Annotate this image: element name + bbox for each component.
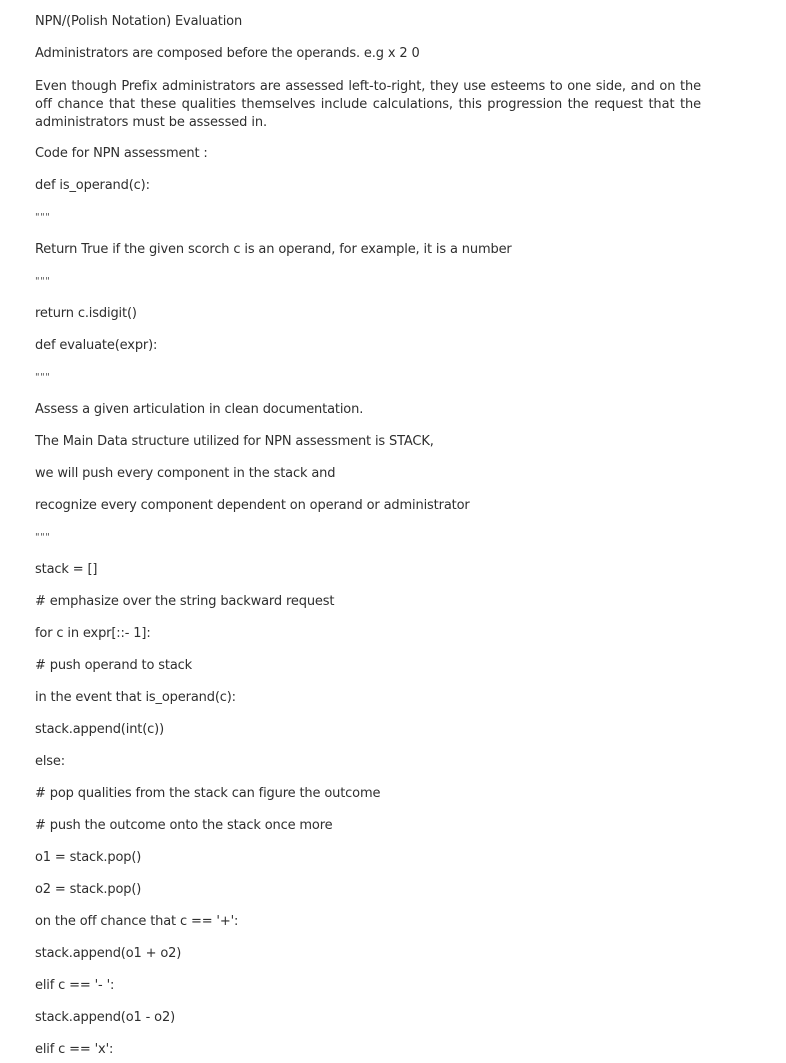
code-line: """ bbox=[35, 212, 51, 223]
code-line: # emphasize over the string backward request bbox=[35, 594, 335, 609]
code-line: return c.isdigit() bbox=[35, 306, 137, 321]
intro-line: Administrators are composed before the operands. e.g x 2 0 bbox=[35, 46, 420, 61]
code-line: def evaluate(expr): bbox=[35, 338, 158, 353]
code-line: stack = [] bbox=[35, 562, 98, 577]
code-line: stack.append(o1 - o2) bbox=[35, 1010, 176, 1025]
code-line: stack.append(int(c)) bbox=[35, 722, 164, 737]
code-line: """ bbox=[35, 276, 51, 287]
code-line: recognize every component dependent on operand or administrator bbox=[35, 498, 470, 513]
code-line: stack.append(o1 + o2) bbox=[35, 946, 182, 961]
document-title: NPN/(Polish Notation) Evaluation bbox=[35, 14, 243, 29]
code-line: elif c == 'x': bbox=[35, 1042, 114, 1057]
explanation-paragraph: Even though Prefix administrators are assessed left-to-right, they use esteems to one side, and on the off chance that these qualities themselves include calculations, this progression the request that the administrators must be assessed in. bbox=[35, 79, 701, 130]
code-line: def is_operand(c): bbox=[35, 178, 150, 193]
code-line: o1 = stack.pop() bbox=[35, 850, 142, 865]
code-line: o2 = stack.pop() bbox=[35, 882, 142, 897]
code-line: Assess a given articulation in clean documentation. bbox=[35, 402, 364, 417]
code-line: for c in expr[::- 1]: bbox=[35, 626, 151, 641]
code-line: The Main Data structure utilized for NPN assessment is STACK, bbox=[35, 434, 434, 449]
code-line: # push operand to stack bbox=[35, 658, 193, 673]
code-line: in the event that is_operand(c): bbox=[35, 690, 236, 705]
code-line: elif c == '- ': bbox=[35, 978, 115, 993]
code-line: on the off chance that c == '+': bbox=[35, 914, 239, 929]
code-line: else: bbox=[35, 754, 66, 769]
code-line: """ bbox=[35, 372, 51, 383]
code-heading: Code for NPN assessment : bbox=[35, 146, 208, 161]
code-line: # pop qualities from the stack can figure the outcome bbox=[35, 786, 381, 801]
code-line: """ bbox=[35, 532, 51, 543]
code-line: # push the outcome onto the stack once more bbox=[35, 818, 333, 833]
code-line: we will push every component in the stack and bbox=[35, 466, 336, 481]
code-line: Return True if the given scorch c is an operand, for example, it is a number bbox=[35, 242, 512, 257]
